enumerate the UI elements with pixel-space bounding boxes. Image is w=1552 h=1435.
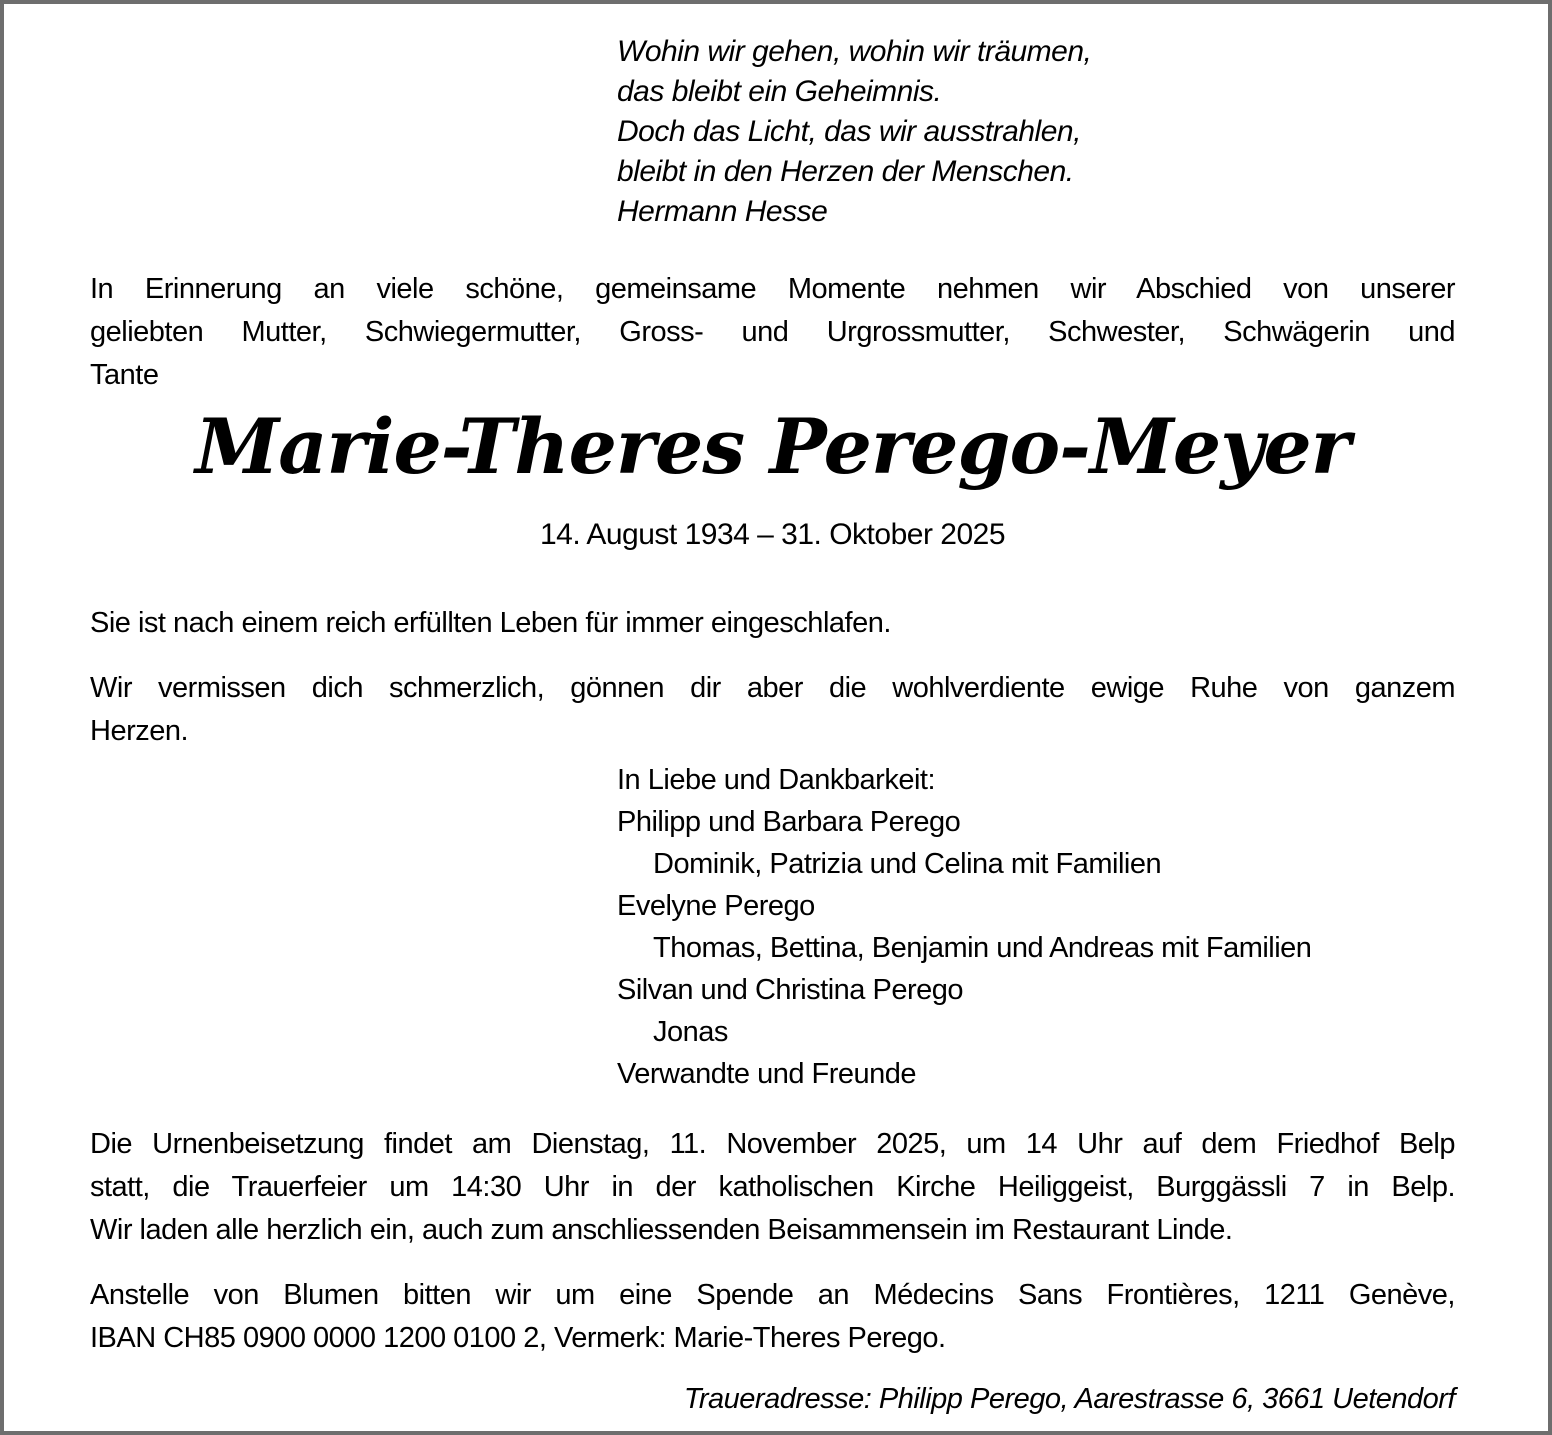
quote-author: Hermann Hesse bbox=[617, 195, 828, 228]
quote-line: das bleibt ein Geheimnis. bbox=[617, 75, 942, 108]
family-member-line: Philipp und Barbara Perego bbox=[617, 806, 961, 838]
intro-line: In Erinnerung an viele schöne, gemeinsame Momente nehmen wir Abschied von unserer bbox=[90, 273, 1455, 305]
intro-paragraph bbox=[90, 268, 1455, 397]
quote-line: bleibt in den Herzen der Menschen. bbox=[617, 155, 1074, 188]
family-member-line: Jonas bbox=[653, 1016, 728, 1048]
funeral-line: Die Urnenbeisetzung findet am Dienstag, 11. November 2025, um 14 Uhr auf dem Friedhof Belp bbox=[90, 1128, 1455, 1160]
intro-line: Tante bbox=[90, 359, 159, 391]
donation-line: IBAN CH85 0900 0000 1200 0100 2, Vermerk: Marie-Theres Perego. bbox=[90, 1322, 946, 1354]
family-member-line: Silvan und Christina Perego bbox=[617, 974, 963, 1006]
family-member-line: Dominik, Patrizia und Celina mit Familien bbox=[653, 848, 1162, 880]
farewell-paragraph: Sie ist nach einem reich erfüllten Leben für immer eingeschlafen. bbox=[90, 607, 891, 639]
life-dates: 14. August 1934 – 31. Oktober 2025 bbox=[539, 518, 1006, 551]
quote-line: Doch das Licht, das wir ausstrahlen, bbox=[617, 115, 1081, 148]
family-member-line: Thomas, Bettina, Benjamin und Andreas mit Familien bbox=[653, 932, 1312, 964]
funeral-line: statt, die Trauerfeier um 14:30 Uhr in der katholischen Kirche Heiliggeist, Burggässli 7 in Belp. bbox=[90, 1171, 1455, 1203]
memorial-quote bbox=[617, 32, 1455, 232]
condolence-line: Herzen. bbox=[90, 715, 189, 747]
family-member-line: Evelyne Perego bbox=[617, 890, 815, 922]
funeral-line: Wir laden alle herzlich ein, auch zum anschliessenden Beisammensein im Restaurant Linde. bbox=[90, 1214, 1233, 1246]
quote-line: Wohin wir gehen, wohin wir träumen, bbox=[617, 35, 1092, 68]
family-acknowledgment bbox=[617, 759, 1455, 1095]
condolence-line: Wir vermissen dich schmerzlich, gönnen dir aber die wohlverdiente ewige Ruhe von ganzem bbox=[90, 672, 1455, 704]
intro-line: geliebten Mutter, Schwiegermutter, Gross- und Urgrossmutter, Schwester, Schwägerin und bbox=[90, 316, 1455, 348]
condolence-paragraph bbox=[90, 667, 1455, 753]
donation-paragraph bbox=[90, 1274, 1455, 1360]
funeral-details-paragraph bbox=[90, 1123, 1455, 1252]
deceased-name: Marie-Theres Perego-Meyer bbox=[195, 402, 1350, 491]
family-member-line: Verwandte und Freunde bbox=[617, 1058, 917, 1090]
donation-line: Anstelle von Blumen bitten wir um eine Spende an Médecins Sans Frontières, 1211 Genève, bbox=[90, 1279, 1455, 1311]
family-heading: In Liebe und Dankbarkeit: bbox=[617, 764, 935, 796]
mourning-address: Traueradresse: Philipp Perego, Aarestrasse 6, 3661 Uetendorf bbox=[683, 1383, 1455, 1415]
